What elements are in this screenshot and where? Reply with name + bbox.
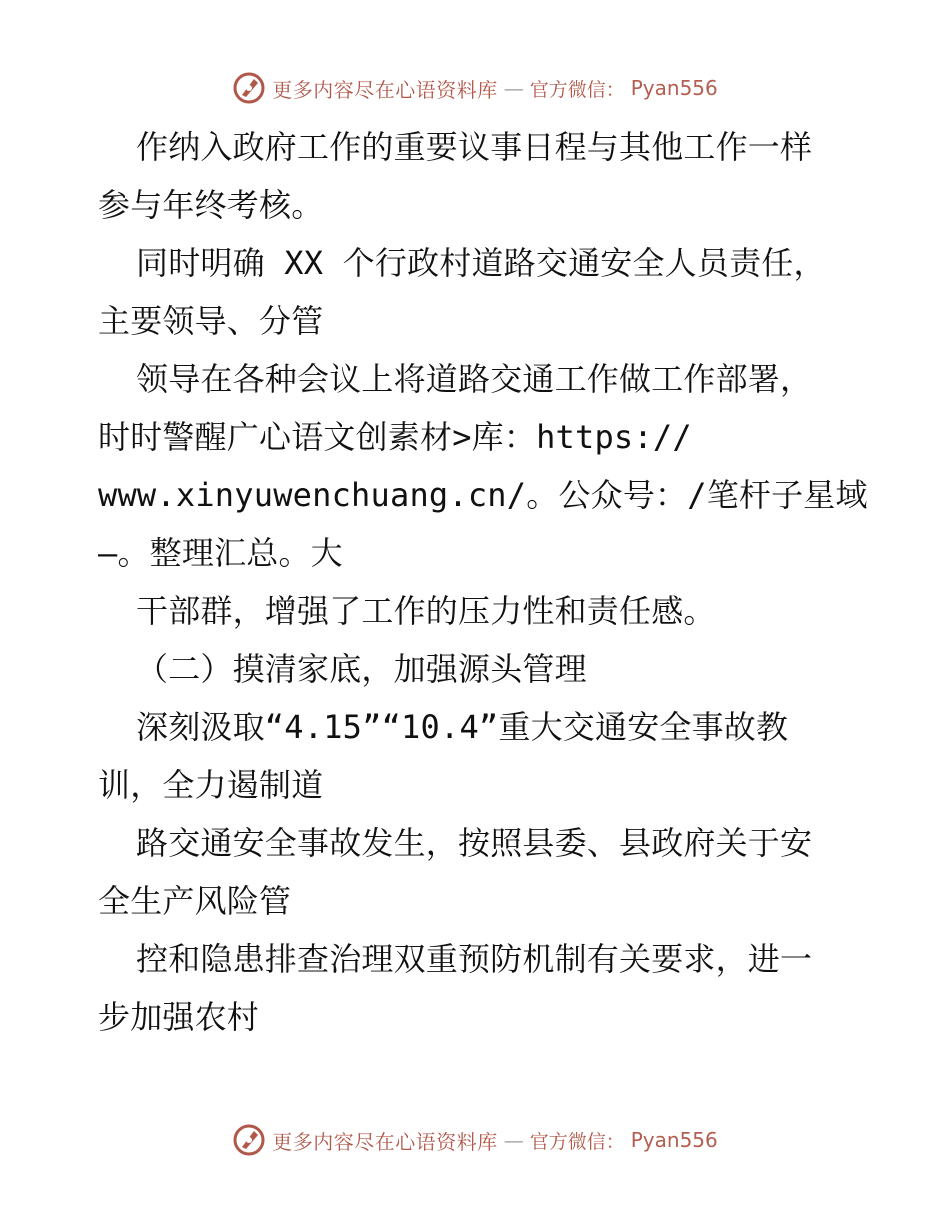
- paragraph-line: 主要领导、分管: [98, 302, 324, 340]
- paragraph-line: 全生产风险管: [98, 882, 292, 920]
- document-body: [98, 118, 868, 1046]
- header-watermark-banner: [0, 68, 950, 108]
- paragraph-line: 步加强农村: [98, 998, 260, 1036]
- banner-wechat-label: 官方微信：: [529, 1130, 625, 1153]
- pen-nib-logo-icon: [232, 71, 266, 105]
- paragraph-line: 同时明确 XX 个行政村道路交通安全人员责任，: [136, 244, 826, 282]
- banner-text: 更多内容尽在心语资料库: [272, 77, 498, 102]
- paragraph-line: 路交通安全事故发生，按照县委、县政府关于安: [136, 824, 813, 862]
- paragraph-line: 干部群，增强了工作的压力性和责任感。: [136, 592, 716, 630]
- banner-separator: —: [503, 1128, 524, 1152]
- paragraph-line: 时时警醒广心语文创素材>库：https://: [98, 418, 692, 456]
- paragraph-line: www.xinyuwenchuang.cn/。公众号：/笔杆子星域: [98, 476, 868, 514]
- banner-wechat-id: Pyan556: [630, 1128, 718, 1152]
- banner-wechat-id: Pyan556: [630, 76, 718, 100]
- pen-nib-logo-icon: [232, 1123, 266, 1157]
- banner-separator: —: [503, 76, 524, 100]
- banner-wechat-label: 官方微信：: [529, 78, 625, 101]
- paragraph-line: 控和隐患排查治理双重预防机制有关要求，进一: [136, 940, 813, 978]
- paragraph-line: 参与年终考核。: [98, 186, 324, 224]
- banner-text: 更多内容尽在心语资料库: [272, 1129, 498, 1154]
- paragraph-line: 深刻汲取“4.15”“10.4”重大交通安全事故教: [136, 708, 789, 746]
- footer-watermark-banner: [0, 1120, 950, 1160]
- paragraph-line: 训，全力遏制道: [98, 766, 324, 804]
- paragraph-line: 作纳入政府工作的重要议事日程与其他工作一样: [136, 128, 813, 166]
- paragraph-line: —。整理汇总。大: [98, 534, 343, 572]
- paragraph-line: 领导在各种会议上将道路交通工作做工作部署，: [136, 360, 813, 398]
- section-heading: （二）摸清家底，加强源头管理: [136, 650, 587, 688]
